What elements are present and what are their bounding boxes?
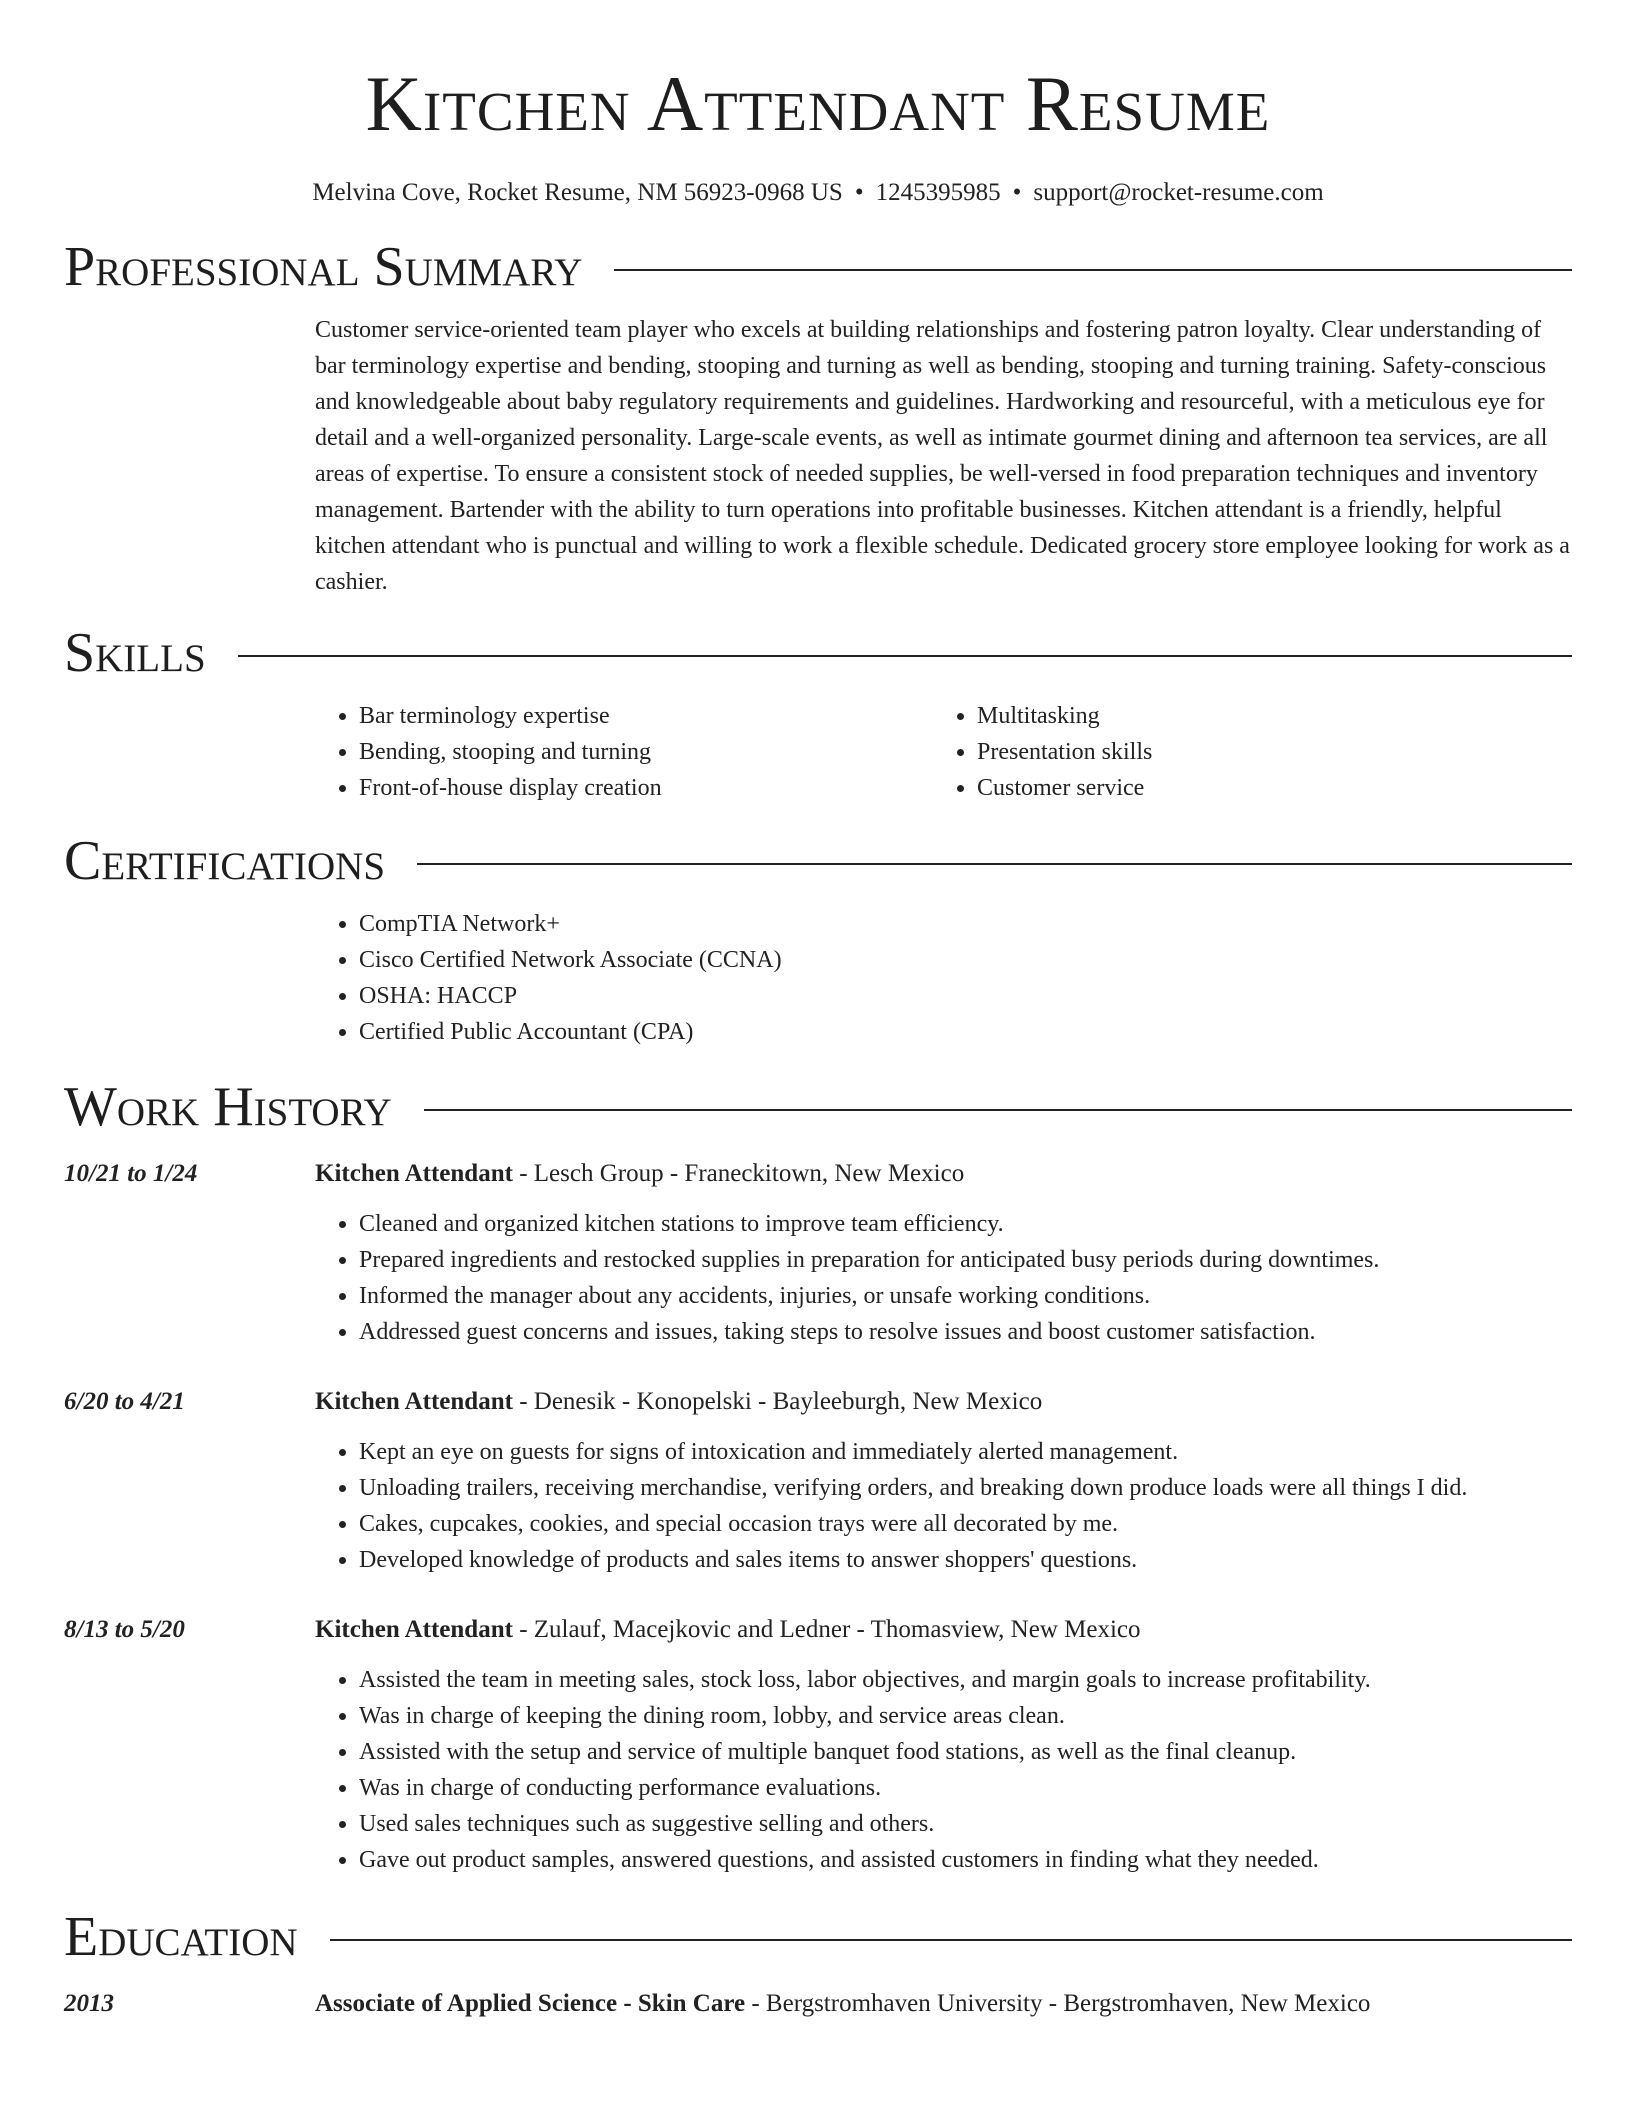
skills-column-right — [933, 698, 1551, 806]
contact-address: Melvina Cove, Rocket Resume, NM 56923-0968 US — [312, 179, 843, 206]
summary-title: Professional Summary — [64, 236, 583, 298]
job-heading — [315, 1384, 1042, 1420]
job-bullet: • Developed knowledge of products and sales items to answer shoppers' questions. — [359, 1542, 1572, 1578]
job-dates: 6/20 to 4/21 — [64, 1388, 185, 1415]
education-header-line — [64, 1986, 1572, 2022]
section-divider — [614, 269, 1572, 271]
job-header — [64, 1156, 1572, 1192]
certification-item: • Cisco Certified Network Associate (CCNA) — [359, 942, 1572, 978]
skill-item: • Bending, stooping and turning — [359, 734, 933, 770]
work-history-section — [64, 1076, 1572, 1878]
job-bullet: • Was in charge of keeping the dining room, lobby, and service areas clean. — [359, 1698, 1572, 1734]
skills-header — [64, 622, 1572, 684]
certifications-section — [64, 830, 1572, 1050]
job-bullets — [315, 1434, 1572, 1578]
education-degree: Associate of Applied Science - Skin Care — [315, 1990, 746, 2017]
job-bullet: • Prepared ingredients and restocked supplies in preparation for anticipated busy periods during downtimes. — [359, 1242, 1572, 1278]
job-details: - Lesch Group - Franeckitown, New Mexico — [512, 1160, 965, 1187]
contact-separator: • — [1012, 179, 1022, 206]
section-divider — [424, 1109, 1572, 1111]
job-heading — [315, 1612, 1141, 1648]
education-details: - Bergstromhaven University - Bergstromhaven, New Mexico — [745, 1990, 1371, 2017]
job-entry — [64, 1612, 1572, 1878]
skills-list — [315, 698, 1572, 806]
education-section — [64, 1906, 1572, 2022]
skills-title: Skills — [64, 622, 206, 684]
work-history-header — [64, 1076, 1572, 1138]
section-divider — [330, 1939, 1572, 1941]
job-title: Kitchen Attendant — [315, 1388, 513, 1415]
job-title: Kitchen Attendant — [315, 1616, 513, 1643]
section-divider — [238, 655, 1572, 657]
work-history-title: Work History — [64, 1076, 392, 1138]
skills-section — [64, 622, 1572, 806]
contact-line — [64, 178, 1572, 208]
job-bullet: • Kept an eye on guests for signs of intoxication and immediately alerted management. — [359, 1434, 1572, 1470]
skill-item: • Multitasking — [977, 698, 1551, 734]
resume-page — [64, 0, 1572, 2022]
job-bullet: • Unloading trailers, receiving merchandise, verifying orders, and breaking down produce loads were all things I did. — [359, 1470, 1572, 1506]
certifications-title: Certifications — [64, 830, 386, 892]
job-bullet: • Cakes, cupcakes, cookies, and special occasion trays were all decorated by me. — [359, 1506, 1572, 1542]
skills-column-left — [315, 698, 933, 806]
resume-title: Kitchen Attendant Resume — [365, 60, 1271, 147]
certification-item: • CompTIA Network+ — [359, 906, 1572, 942]
job-entry — [64, 1156, 1572, 1350]
summary-section — [64, 236, 1572, 600]
summary-header — [64, 236, 1572, 298]
job-bullet: • Used sales techniques such as suggestive selling and others. — [359, 1806, 1572, 1842]
job-title: Kitchen Attendant — [315, 1160, 513, 1187]
contact-email: support@rocket-resume.com — [1033, 179, 1324, 206]
education-header — [64, 1906, 1572, 1968]
certifications-list — [315, 906, 1572, 1050]
job-bullet: • Assisted the team in meeting sales, stock loss, labor objectives, and margin goals to increase profitability. — [359, 1662, 1572, 1698]
job-bullet: • Was in charge of conducting performance evaluations. — [359, 1770, 1572, 1806]
job-header — [64, 1612, 1572, 1648]
education-heading — [315, 1986, 1370, 2022]
job-dates: 8/13 to 5/20 — [64, 1616, 185, 1643]
job-bullet: • Assisted with the setup and service of multiple banquet food stations, as well as the final cleanup. — [359, 1734, 1572, 1770]
job-heading — [315, 1156, 964, 1192]
skill-item: • Customer service — [977, 770, 1551, 806]
skill-item: • Presentation skills — [977, 734, 1551, 770]
summary-text: Customer service-oriented team player who excels at building relationships and fostering patron loyalty. Clear understanding of bar terminology expertise and bending, stooping and turning as well as bending, stooping and turning training. Safety-conscious and knowledgeable about baby regulatory requirements and guidelines. Hardworking and resourceful, with a meticulous eye for detail and a well-organized personality. Large-scale events, as well as intimate gourmet dining and afternoon tea services, are all areas of expertise. To ensure a consistent stock of needed supplies, be well-versed in food preparation techniques and inventory management. Bartender with the ability to turn operations into profitable businesses. Kitchen attendant is a friendly, helpful kitchen attendant who is punctual and willing to work a flexible schedule. Dedicated grocery store employee looking for work as a cashier. — [315, 317, 1570, 595]
job-details: - Denesik - Konopelski - Bayleeburgh, New Mexico — [512, 1388, 1043, 1415]
job-bullet: • Cleaned and organized kitchen stations to improve team efficiency. — [359, 1206, 1572, 1242]
job-bullet: • Addressed guest concerns and issues, taking steps to resolve issues and boost customer satisfaction. — [359, 1314, 1572, 1350]
certification-item: • Certified Public Accountant (CPA) — [359, 1014, 1572, 1050]
summary-content — [315, 312, 1572, 600]
contact-separator: • — [854, 179, 864, 206]
job-dates: 10/21 to 1/24 — [64, 1160, 198, 1187]
job-bullet: • Informed the manager about any accidents, injuries, or unsafe working conditions. — [359, 1278, 1572, 1314]
skill-item: • Front-of-house display creation — [359, 770, 933, 806]
education-title: Education — [64, 1906, 298, 1968]
education-entry — [64, 1986, 1572, 2022]
job-entry — [64, 1384, 1572, 1578]
job-bullets — [315, 1206, 1572, 1350]
education-year: 2013 — [64, 1990, 114, 2017]
certifications-header — [64, 830, 1572, 892]
job-details: - Zulauf, Macejkovic and Ledner - Thomasview, New Mexico — [512, 1616, 1141, 1643]
certification-item: • OSHA: HACCP — [359, 978, 1572, 1014]
job-bullets — [315, 1662, 1572, 1878]
contact-phone: 1245395985 — [875, 179, 1001, 206]
skill-item: • Bar terminology expertise — [359, 698, 933, 734]
section-divider — [417, 863, 1572, 865]
job-header — [64, 1384, 1572, 1420]
job-bullet: • Gave out product samples, answered questions, and assisted customers in finding what they needed. — [359, 1842, 1572, 1878]
